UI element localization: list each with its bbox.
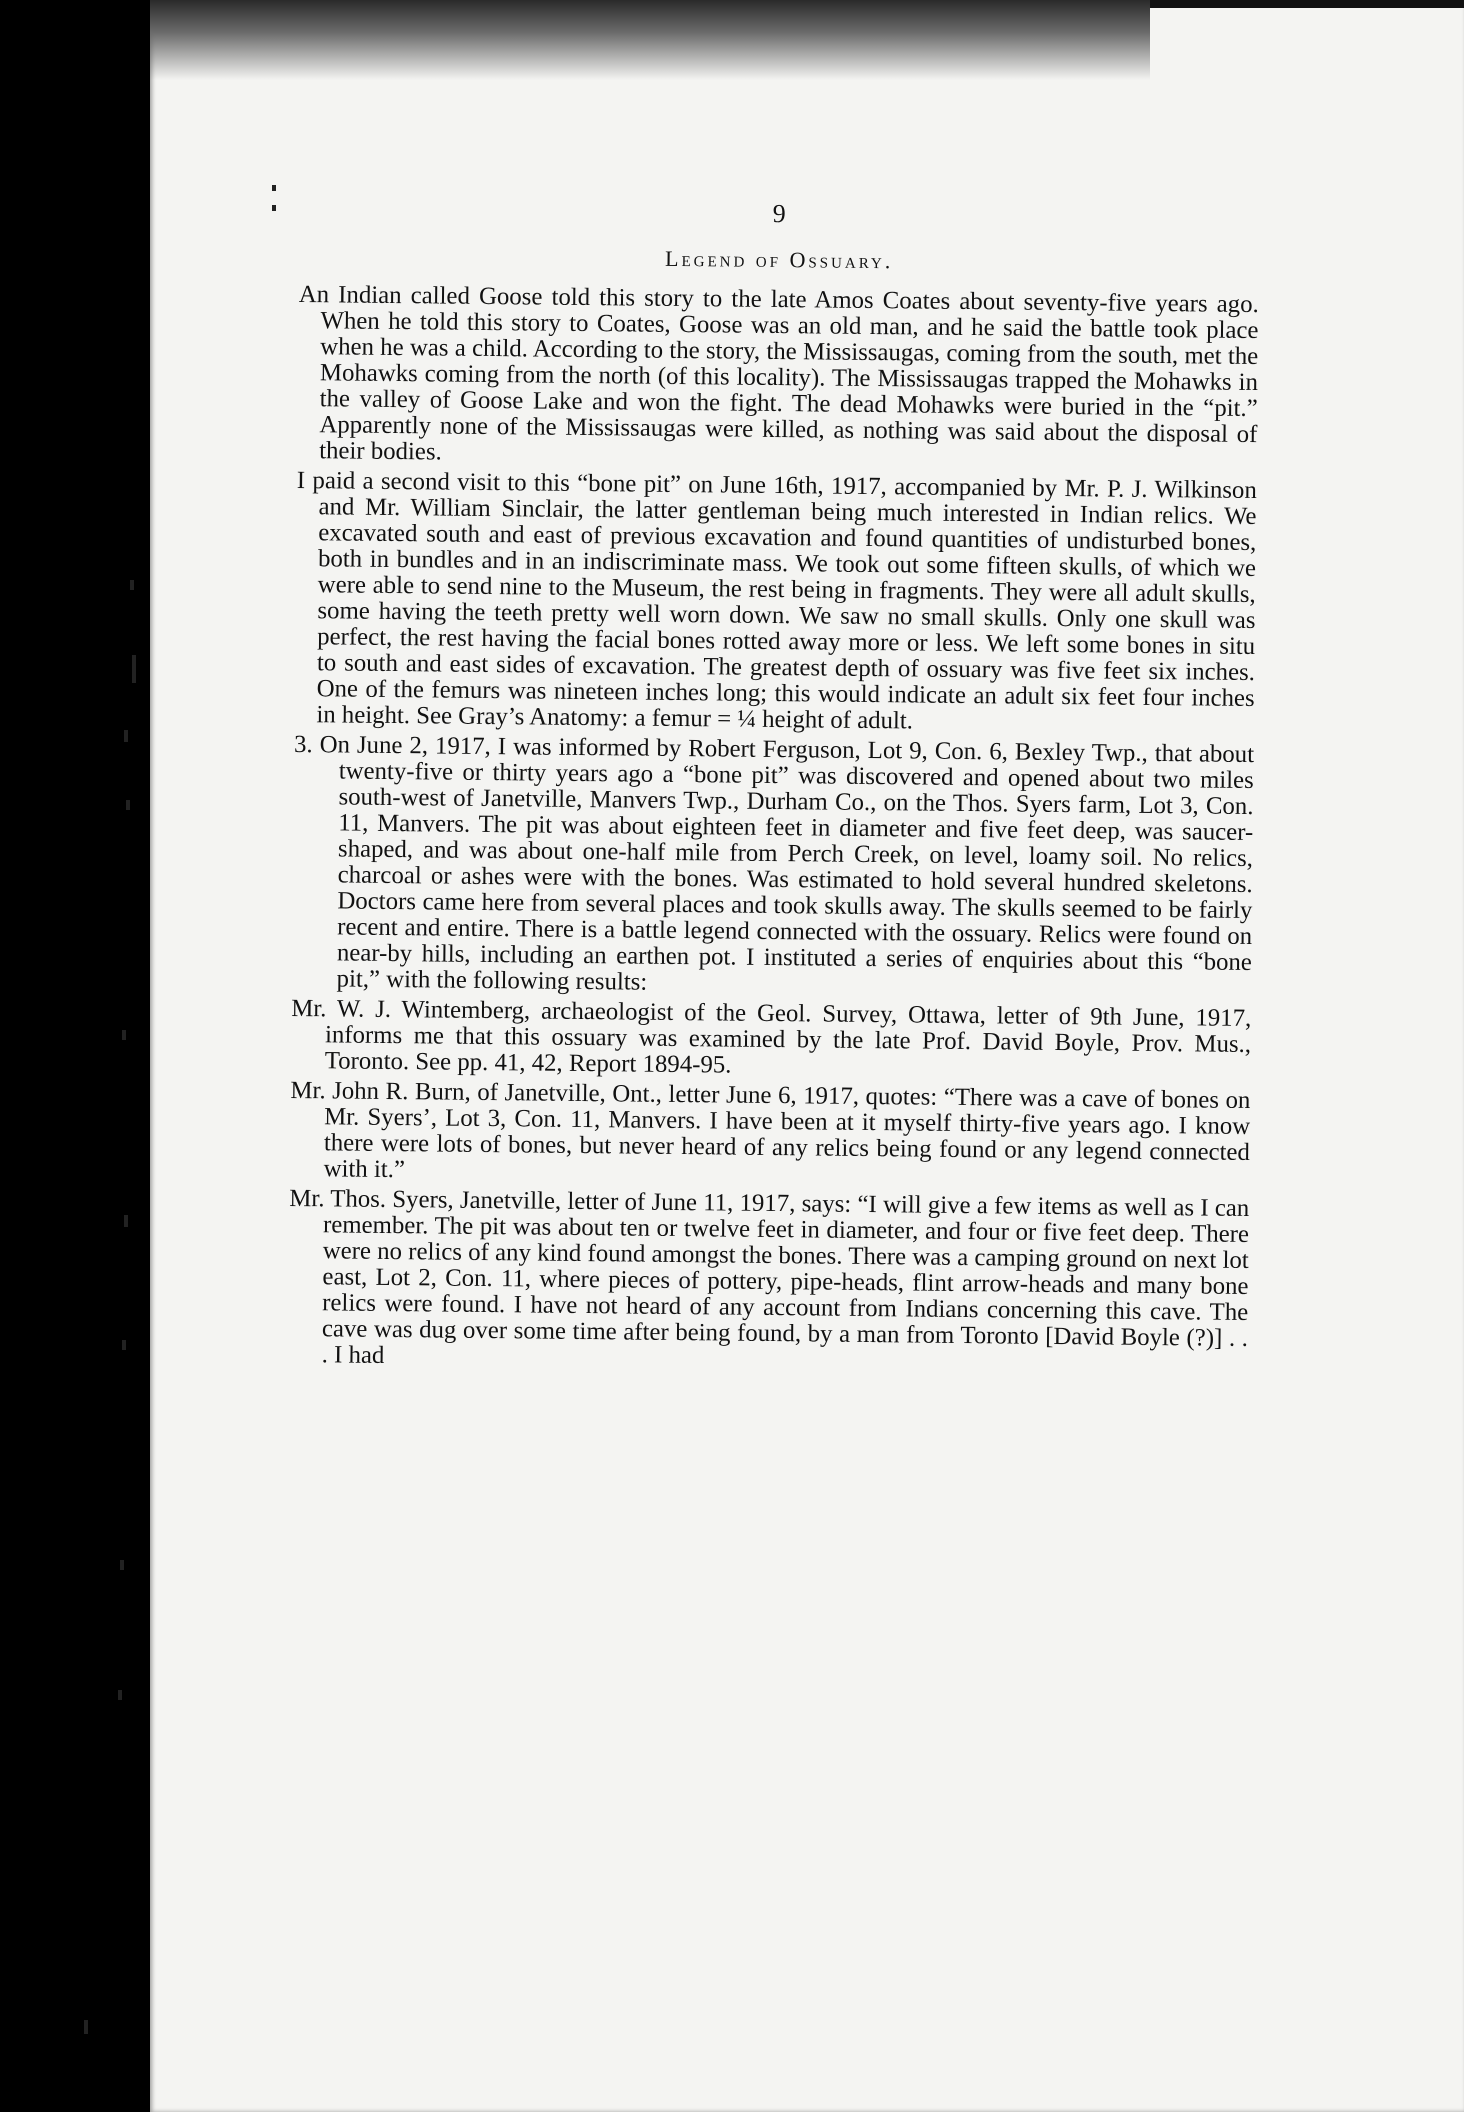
margin-mark	[122, 1030, 126, 1040]
paragraph-legend: An Indian called Goose told this story to the late Amos Coates about seventy-five years ago. When he told this story to Coates, Goose was an old man, and he said the battle took place when he was a child. According to the story, the Mississaugas, coming from the south, met the Mohawks coming from the north (of this locality). The Mississaugas trapped the Mohawks in the valley of Goose Lake and won the fight. The dead Mohawks were buried in the “pit.” Apparently none of the Mississaugas were killed, as nothing was said about the disposal of their bodies.	[298, 280, 1259, 466]
page-number: 9	[772, 198, 787, 229]
paragraph-item-3: 3. On June 2, 1917, I was informed by Robert Ferguson, Lot 9, Con. 6, Bexley Twp., that about twenty-five or thirty years ago a “bone pit” was discovered and opened about two miles south-west of Janetville, Manvers Twp., Durham Co., on the Thos. Syers farm, Lot 3, Con. 11, Manvers. The pit was about eighteen feet in diameter and five feet deep, was saucer-shaped, and was about one-half mile from Perch Creek, on level, loamy soil. No relics, charcoal or ashes were with the bones. Was estimated to hold several hundred skeletons. Doctors came here from several places and took skulls away. The skulls seemed to be fairly recent and entire. There is a battle legend connected with the ossuary. Relics were found on near-by hills, including an earthen pot. I instituted a series of enquiries about this “bone pit,” with the following results:	[293, 730, 1255, 996]
margin-mark	[84, 2020, 88, 2034]
scan-top-edge	[150, 0, 1150, 80]
margin-mark	[126, 800, 130, 810]
margin-mark	[130, 580, 134, 590]
margin-mark	[118, 1690, 122, 1700]
margin-mark	[124, 1215, 128, 1227]
paragraph-burn: Mr. John R. Burn, of Janetville, Ont., letter June 6, 1917, quotes: “There was a cave of bones on Mr. Syers’, Lot 3, Con. 11, Manvers. I have been at it myself thirty-five years ago. I know there were lots of bones, but never heard of any relics being found or any legend connected with it.”	[290, 1076, 1251, 1184]
page-content	[288, 180, 1260, 1382]
scan-top-edge-right	[1150, 0, 1464, 8]
margin-mark	[132, 655, 136, 683]
margin-mark	[124, 730, 128, 742]
margin-mark	[272, 205, 276, 211]
scan-left-border	[0, 0, 140, 2112]
margin-mark	[272, 185, 276, 191]
paragraph-syers: Mr. Thos. Syers, Janetville, letter of June 11, 1917, says: “I will give a few items as well as I can remember. The pit was about ten or twelve feet in diameter, and four or five feet deep. There were no relics of any kind found amongst the bones. There was a camping ground on next lot east, Lot 2, Con. 11, where pieces of pottery, pipe-heads, flint arrow-heads and many bone relics were found. I have not heard of any account from Indians concerning this cave. The cave was dug over some time after being found, by a man from Toronto [David Boyle (?)] . . . I had	[289, 1184, 1250, 1369]
section-title: Legend of Ossuary.	[664, 245, 894, 274]
paragraph-second-visit: I paid a second visit to this “bone pit” on June 16th, 1917, accompanied by Mr. P. J. Wilkinson and Mr. William Sinclair, the latter gentleman being much interested in Indian relics. We excavated south and east of previous excavation and found quantities of undisturbed bones, both in bundles and in an indiscriminate mass. We took out some fifteen skulls, of which we were able to send nine to the Museum, the rest being in fragments. They were all adult skulls, some having the teeth pretty well worn down. We saw no small skulls. Only one skull was perfect, the rest having the facial bones rotted away more or less. We left some bones in situ to south and east sides of excavation. The greatest depth of ossuary was five feet six inches. One of the femurs was nineteen inches long; this would indicate an adult six feet four inches in height. See Gray’s Anatomy: a femur = ¼ height of adult.	[296, 466, 1257, 735]
margin-mark	[120, 1560, 124, 1570]
margin-mark	[122, 1340, 126, 1350]
paragraph-wintemberg: Mr. W. J. Wintemberg, archaeologist of the Geol. Survey, Ottawa, letter of 9th June, 1917, informs me that this ossuary was examined by the late Prof. David Boyle, Prov. Mus., Toronto. See pp. 41, 42, Report 1894-95.	[291, 994, 1252, 1079]
